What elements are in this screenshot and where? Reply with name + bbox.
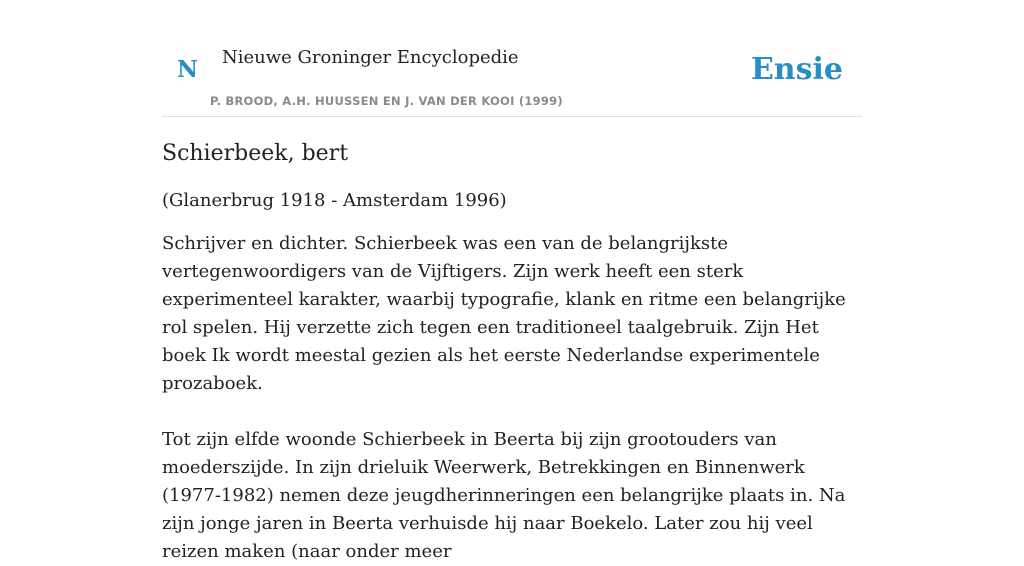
publication-header <box>162 0 862 117</box>
article-paragraph: Schrijver en dichter. Schierbeek was een van de belangrijkste vertegenwoordigers van de Vijftigers. Zijn werk heeft een sterk experimenteel karakter, waarbij typografie, klank en ritme een belangrijke rol spelen. Hij verzette zich tegen een traditioneel taalgebruik. Zijn Het boek Ik wordt meestal gezien als het eerste Nederlandse experimentele prozaboek. <box>162 233 846 394</box>
article-content <box>162 136 862 566</box>
publication-title[interactable]: Nieuwe Groninger Encyclopedie <box>222 47 519 68</box>
article-paragraph: Tot zijn elfde woonde Schierbeek in Beerta bij zijn grootouders van moederszijde. In zijn drieluik Weerwerk, Betrekkingen en Binnenwerk (1977-1982) nemen deze jeugdherinneringen een belangrijke plaats in. Na zijn jonge jaren in Beerta verhuisde hij naar Boekelo. Later zou hij veel reizen maken (naar onder meer <box>162 429 846 562</box>
ensie-brand-logo[interactable]: Ensie <box>750 52 843 87</box>
article-subtitle: (Glanerbrug 1918 - Amsterdam 1996) <box>162 190 507 211</box>
article-title: Schierbeek, bert <box>162 141 349 166</box>
publication-logo-letter[interactable]: N <box>177 56 199 83</box>
publication-authors: P. BROOD, A.H. HUUSSEN EN J. VAN DER KOOI (1999) <box>210 94 563 108</box>
